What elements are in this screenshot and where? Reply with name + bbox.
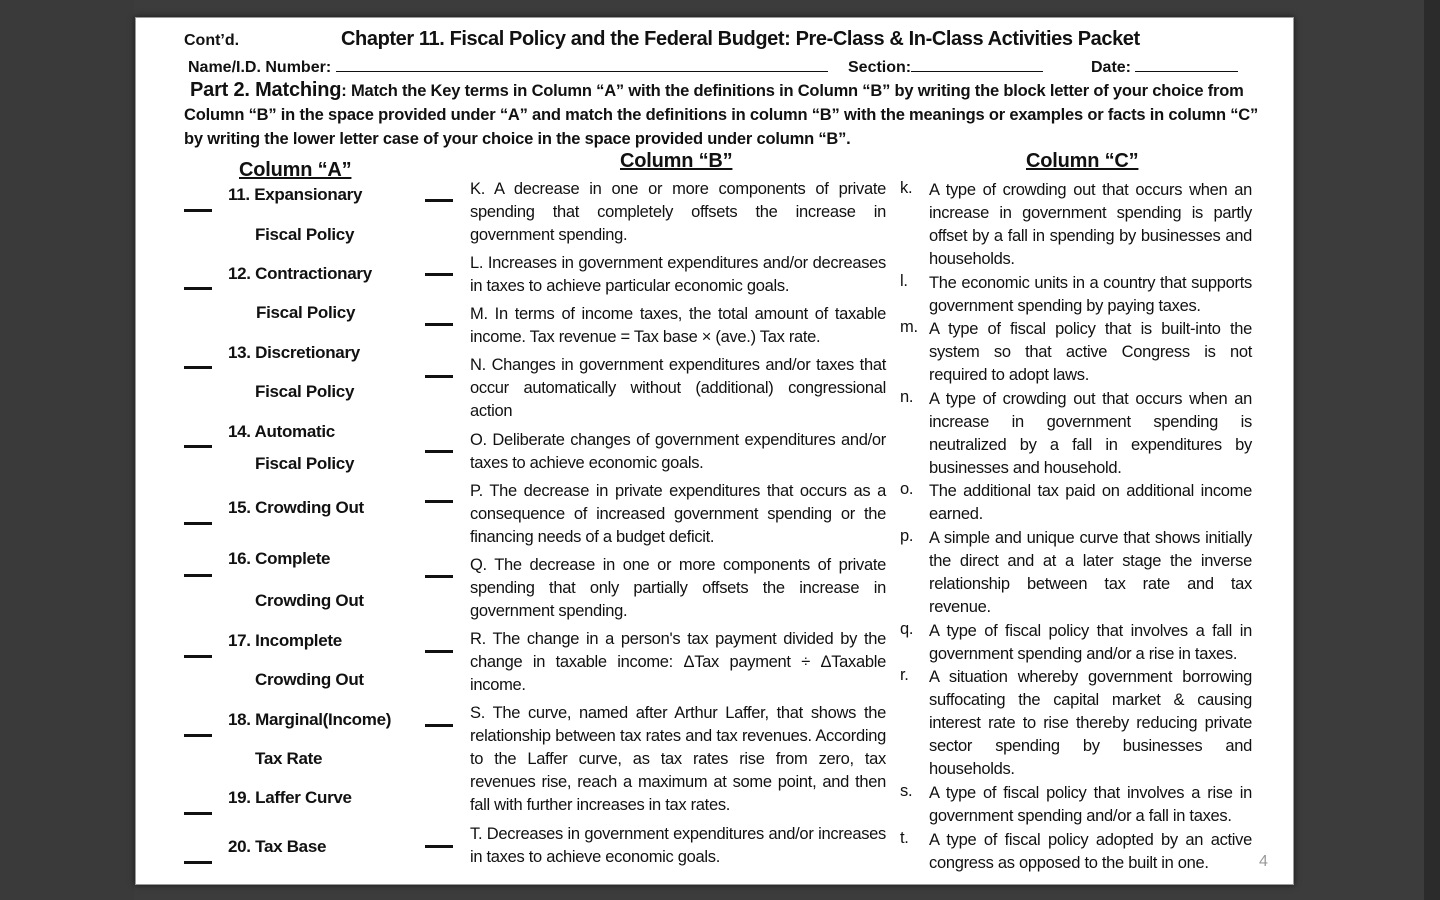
answer-blank-a-12[interactable] — [184, 287, 212, 290]
meaning-r: A situation whereby government borrowing suffocating the capital market & causing interest rate to rise thereby reducing private sector spending by businesses and households. — [929, 668, 1252, 778]
section-field-row — [848, 58, 1043, 77]
column-c-heading: Column “C” — [1026, 150, 1139, 172]
answer-blank-b-n[interactable] — [425, 375, 453, 378]
term-18-line2: Tax Rate — [255, 749, 323, 768]
date-blank[interactable] — [1135, 58, 1238, 72]
term-14-line2: Fiscal Policy — [255, 454, 355, 473]
viewer-background-left — [0, 0, 134, 900]
section-blank[interactable] — [911, 58, 1043, 72]
term-14-line1: 14. Automatic — [228, 422, 335, 441]
answer-blank-b-o[interactable] — [425, 450, 453, 453]
meaning-n: A type of crowding out that occurs when an increase in government spending is neutralized by a fall in expenditures by businesses and household. — [929, 390, 1252, 477]
term-11-line2: Fiscal Policy — [255, 225, 355, 244]
meaning-letter-n: n. — [900, 388, 914, 406]
term-15-line1: 15. Crowding Out — [228, 498, 364, 517]
instructions-text: : Match the Key terms in Column “A” with the definitions in Column “B” by writing the block letter of your choice from Column “B” in the space provided under “A” and match the definitions in column “B” with the meanings or examples or facts in column “C” by writing the lower letter case of your choice in the space provided under column “B”. — [184, 82, 1259, 148]
meaning-s: A type of fiscal policy that involves a rise in government spending and/or a fall in taxes. — [929, 784, 1252, 825]
term-13-line1: 13. Discretionary — [228, 343, 360, 362]
meaning-letter-m: m. — [900, 318, 918, 336]
answer-blank-a-17[interactable] — [184, 655, 212, 658]
meaning-letter-q: q. — [900, 620, 914, 638]
definition-k: K. A decrease in one or more components of private spending that completely offsets the increase in government spending. — [470, 180, 886, 244]
answer-blank-b-t[interactable] — [425, 845, 453, 848]
definition-s: S. The curve, named after Arthur Laffer, that shows the relationship between tax rates and tax revenues. According to the Laffer curve, as tax rates rise from zero, tax revenues rise, reach a maximum at some point, and then fall with further increases in tax rates. — [470, 704, 886, 814]
contd-label: Cont’d. — [184, 32, 240, 49]
answer-blank-a-18[interactable] — [184, 734, 212, 737]
definition-p: P. The decrease in private expenditures that occurs as a consequence of increased government spending or the financing needs of a budget deficit. — [470, 482, 886, 546]
column-a-heading: Column “A” — [239, 159, 352, 181]
name-field-row — [188, 58, 828, 77]
term-19-line1: 19. Laffer Curve — [228, 788, 352, 807]
meaning-t: A type of fiscal policy adopted by an active congress as opposed to the built in one. — [929, 831, 1252, 872]
answer-blank-a-16[interactable] — [184, 574, 212, 577]
answer-blank-a-13[interactable] — [184, 366, 212, 369]
term-13-line2: Fiscal Policy — [255, 382, 355, 401]
term-16-line1: 16. Complete — [228, 549, 331, 568]
meaning-m: A type of fiscal policy that is built-into the system so that active Congress is not required to adopt laws. — [929, 320, 1252, 384]
viewer-scrollbar-track[interactable] — [1424, 0, 1440, 900]
meaning-o: The additional tax paid on additional income earned. — [929, 482, 1252, 523]
meaning-letter-k: k. — [900, 179, 913, 197]
meaning-letter-r: r. — [900, 666, 909, 684]
answer-blank-b-r[interactable] — [425, 650, 453, 653]
page-title: Chapter 11. Fiscal Policy and the Federal Budget: Pre-Class & In-Class Activities Packet — [341, 28, 1140, 50]
document-page — [135, 17, 1294, 885]
answer-blank-a-19[interactable] — [184, 812, 212, 815]
term-17-line1: 17. Incomplete — [228, 631, 342, 650]
answer-blank-a-11[interactable] — [184, 209, 212, 212]
part-heading: Part 2. Matching — [190, 79, 342, 101]
answer-blank-b-m[interactable] — [425, 323, 453, 326]
meaning-k: A type of crowding out that occurs when an increase in government spending is partly offset by a fall in spending by businesses and households. — [929, 181, 1252, 268]
term-18-line1: 18. Marginal(Income) — [228, 710, 392, 729]
answer-blank-b-l[interactable] — [425, 273, 453, 276]
meaning-letter-p: p. — [900, 527, 914, 545]
definition-r: R. The change in a person's tax payment divided by the change in taxable income: ΔTax payment ÷ ΔTaxable income. — [470, 630, 886, 694]
date-label: Date: — [1091, 59, 1132, 76]
date-field-row — [1091, 58, 1238, 77]
definition-o: O. Deliberate changes of government expenditures and/or taxes to achieve economic goals. — [470, 431, 886, 472]
term-20-line1: 20. Tax Base — [228, 837, 327, 856]
instructions — [184, 78, 1264, 151]
answer-blank-b-s[interactable] — [425, 724, 453, 727]
answer-blank-a-14[interactable] — [184, 445, 212, 448]
answer-blank-b-k[interactable] — [425, 199, 453, 202]
meaning-letter-s: s. — [900, 782, 913, 800]
meaning-letter-l: l. — [900, 272, 908, 290]
meaning-p: A simple and unique curve that shows initially the direct and at a later stage the inverse relationship between tax rate and tax revenue. — [929, 529, 1252, 616]
term-16-line2: Crowding Out — [255, 591, 364, 610]
term-11-line1: 11. Expansionary — [228, 185, 363, 204]
answer-blank-a-15[interactable] — [184, 522, 212, 525]
term-17-line2: Crowding Out — [255, 670, 364, 689]
term-12-line1: 12. Contractionary — [228, 264, 372, 283]
definition-q: Q. The decrease in one or more components of private spending that only partially offsets the increase in government spending. — [470, 556, 886, 620]
term-12-line2: Fiscal Policy — [256, 303, 356, 322]
section-label: Section: — [848, 59, 912, 76]
answer-blank-b-p[interactable] — [425, 500, 453, 503]
column-b-heading: Column “B” — [620, 150, 733, 172]
meaning-letter-t: t. — [900, 829, 909, 847]
definition-n: N. Changes in government expenditures and/or taxes that occur automatically without (additional) congressional action — [470, 356, 886, 420]
name-blank[interactable] — [336, 58, 828, 72]
definition-t: T. Decreases in government expenditures and/or increases in taxes to achieve economic goals. — [470, 825, 886, 866]
page-number: 4 — [1259, 853, 1268, 870]
meaning-l: The economic units in a country that supports government spending by paying taxes. — [929, 274, 1252, 315]
answer-blank-a-20[interactable] — [184, 861, 212, 864]
definition-l: L. Increases in government expenditures and/or decreases in taxes to achieve particular economic goals. — [470, 254, 886, 295]
meaning-q: A type of fiscal policy that involves a fall in government spending and/or a rise in taxes. — [929, 622, 1252, 663]
meaning-letter-o: o. — [900, 480, 914, 498]
name-label: Name/I.D. Number: — [188, 59, 332, 76]
definition-m: M. In terms of income taxes, the total amount of taxable income. Tax revenue = Tax base × (ave.) Tax rate. — [470, 305, 886, 346]
answer-blank-b-q[interactable] — [425, 575, 453, 578]
